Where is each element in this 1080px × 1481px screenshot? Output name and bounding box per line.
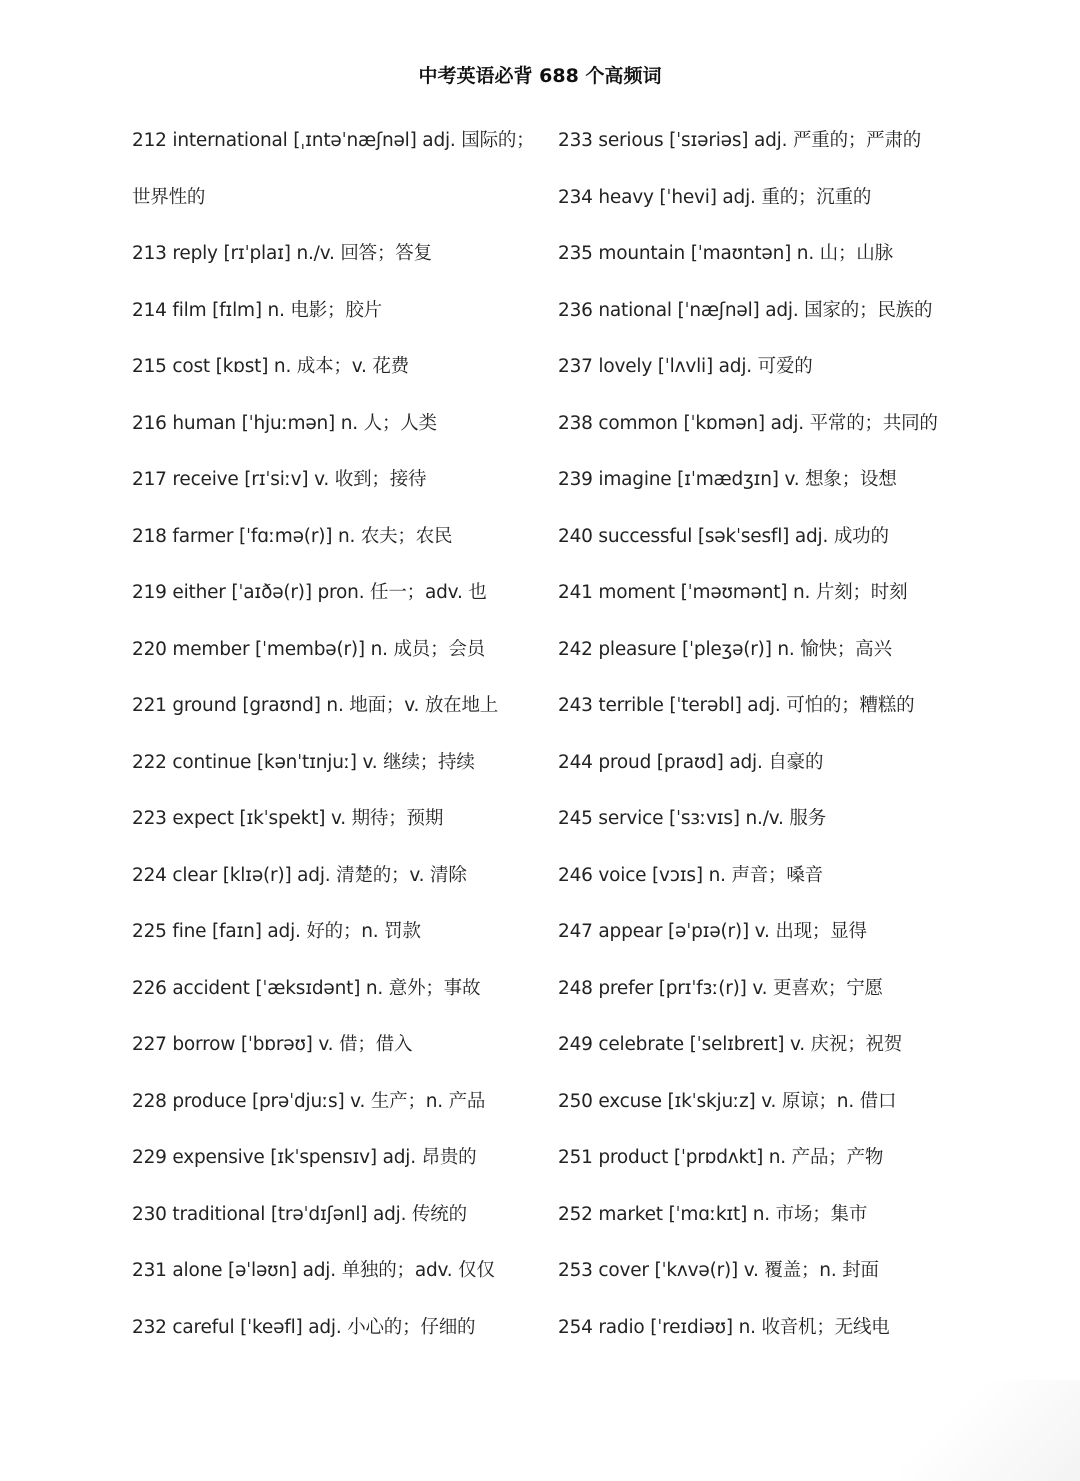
vocab-entry: 217 receive [rɪˈsiːv] v. 收到；接待 bbox=[132, 469, 427, 490]
vocab-entry: 251 product [ˈprɒdʌkt] n. 产品；产物 bbox=[558, 1147, 884, 1168]
vocab-entry: 253 cover [ˈkʌvə(r)] v. 覆盖；n. 封面 bbox=[558, 1260, 879, 1281]
vocab-entry: 238 common [ˈkɒmən] adj. 平常的；共同的 bbox=[558, 412, 938, 434]
vocab-entry: 236 national [ˈnæʃnəl] adj. 国家的；民族的 bbox=[558, 299, 933, 321]
vocab-entry: 235 mountain [ˈmaʊntən] n. 山；山脉 bbox=[558, 243, 893, 264]
vocab-entry: 244 proud [praʊd] adj. 自豪的 bbox=[558, 751, 824, 773]
vocab-entry: 247 appear [əˈpɪə(r)] v. 出现；显得 bbox=[558, 921, 867, 942]
vocab-entry: 216 human [ˈhjuːmən] n. 人；人类 bbox=[132, 412, 437, 434]
vocab-entry: 242 pleasure [ˈpleʒə(r)] n. 愉快；高兴 bbox=[558, 638, 892, 660]
vocab-entry: 249 celebrate [ˈselɪbreɪt] v. 庆祝；祝贺 bbox=[558, 1034, 903, 1055]
vocab-entry: 221 ground [graʊnd] n. 地面；v. 放在地上 bbox=[132, 695, 499, 716]
vocab-entry: 231 alone [əˈləʊn] adj. 单独的；adv. 仅仅 bbox=[132, 1260, 495, 1281]
vocab-entry: 230 traditional [trəˈdɪʃənl] adj. 传统的 bbox=[132, 1203, 467, 1225]
vocab-entry: 224 clear [klɪə(r)] adj. 清楚的；v. 清除 bbox=[132, 864, 467, 886]
vocab-entry: 222 continue [kənˈtɪnjuː] v. 继续；持续 bbox=[132, 751, 475, 773]
vocab-entry: 245 service [ˈsɜːvɪs] n./v. 服务 bbox=[558, 808, 827, 829]
vocab-entry: 252 market [ˈmɑːkɪt] n. 市场；集市 bbox=[558, 1203, 868, 1225]
vocab-entry: 250 excuse [ɪkˈskjuːz] v. 原谅；n. 借口 bbox=[558, 1090, 897, 1112]
vocab-entry: 213 reply [rɪˈplaɪ] n./v. 回答；答复 bbox=[132, 243, 432, 264]
vocab-entry: 240 successful [səkˈsesfl] adj. 成功的 bbox=[558, 525, 889, 547]
vocab-entry: 227 borrow [ˈbɒrəʊ] v. 借；借入 bbox=[132, 1034, 413, 1055]
vocab-entry: 225 fine [faɪn] adj. 好的；n. 罚款 bbox=[132, 921, 421, 942]
vocab-entry: 215 cost [kɒst] n. 成本；v. 花费 bbox=[132, 356, 409, 377]
vocab-entry: 220 member [ˈmembə(r)] n. 成员；会员 bbox=[132, 638, 486, 660]
vocab-entry: 234 heavy [ˈhevi] adj. 重的；沉重的 bbox=[558, 186, 872, 208]
vocab-entry: 248 prefer [prɪˈfɜː(r)] v. 更喜欢；宁愿 bbox=[558, 977, 883, 999]
page-corner-shadow bbox=[900, 1380, 1080, 1481]
vocab-list-left bbox=[132, 122, 535, 1365]
vocab-entry: 226 accident [ˈæksɪdənt] n. 意外；事故 bbox=[132, 977, 481, 999]
vocab-entry: 241 moment [ˈməʊmənt] n. 片刻；时刻 bbox=[558, 582, 908, 603]
vocab-entry: 232 careful [ˈkeəfl] adj. 小心的；仔细的 bbox=[132, 1316, 476, 1338]
vocab-entry: 219 either [ˈaɪðə(r)] pron. 任一；adv. 也 bbox=[132, 582, 487, 603]
vocab-entry: 246 voice [vɔɪs] n. 声音；嗓音 bbox=[558, 864, 823, 886]
vocab-entry: 243 terrible [ˈterəbl] adj. 可怕的；糟糕的 bbox=[558, 695, 915, 716]
page-title: 中考英语必背 688 个高频词 bbox=[418, 65, 662, 87]
vocab-entry: 233 serious [ˈsɪəriəs] adj. 严重的；严肃的 bbox=[558, 130, 922, 151]
vocab-list-right bbox=[558, 122, 978, 1365]
vocab-entry: 239 imagine [ɪˈmædʒɪn] v. 想象；设想 bbox=[558, 469, 897, 490]
vocab-entry: 212 international [ˌɪntəˈnæʃnəl] adj. 国际的； bbox=[132, 130, 535, 151]
vocab-entry: 214 film [fɪlm] n. 电影；胶片 bbox=[132, 299, 382, 321]
vocab-entry: 229 expensive [ɪkˈspensɪv] adj. 昂贵的 bbox=[132, 1147, 477, 1168]
vocab-entry: 218 farmer [ˈfɑːmə(r)] n. 农夫；农民 bbox=[132, 525, 453, 547]
vocab-entry: 228 produce [prəˈdjuːs] v. 生产；n. 产品 bbox=[132, 1090, 486, 1112]
vocab-entry: 254 radio [ˈreɪdiəʊ] n. 收音机；无线电 bbox=[558, 1316, 890, 1338]
vocab-entry: 世界性的 bbox=[132, 186, 206, 208]
vocab-entry: 223 expect [ɪkˈspekt] v. 期待；预期 bbox=[132, 808, 444, 829]
vocab-entry: 237 lovely [ˈlʌvli] adj. 可爱的 bbox=[558, 356, 813, 377]
